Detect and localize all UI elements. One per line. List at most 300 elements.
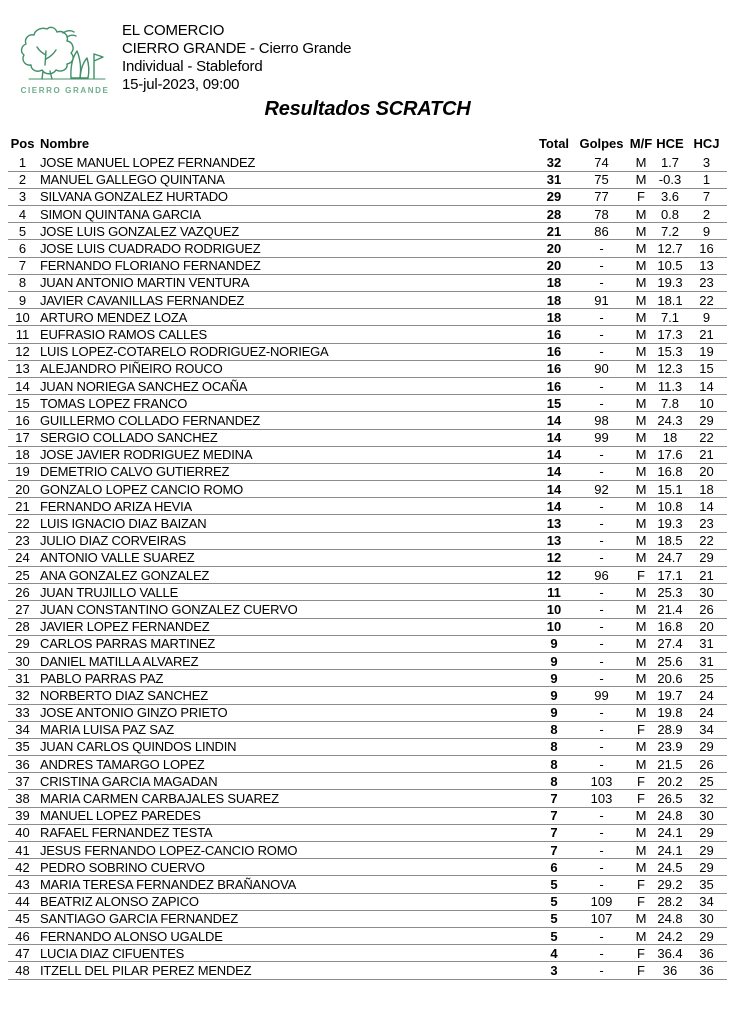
hce-cell: 10.5 [654,257,686,274]
position-cell: 41 [8,842,37,859]
player-row [8,567,727,584]
hce-cell: 7.8 [654,395,686,412]
gender-cell: M [628,343,654,360]
hcj-cell: 29 [686,824,727,841]
player-row [8,549,727,566]
column-header-golpes: Golpes [579,136,624,151]
golpes-cell: - [575,962,628,979]
player-name-cell: FERNANDO FLORIANO FERNANDEZ [37,257,533,274]
hcj-cell: 34 [686,721,727,738]
gender-cell: M [628,756,654,773]
gender-cell: M [628,274,654,291]
total-points-cell: 5 [533,927,575,944]
player-name-cell: JOSE LUIS CUADRADO RODRIGUEZ [37,240,533,257]
hcj-cell: 10 [686,395,727,412]
position-cell: 8 [8,274,37,291]
golpes-cell: - [575,498,628,515]
position-cell: 19 [8,463,37,480]
position-cell: 33 [8,704,37,721]
hcj-cell: 9 [686,309,727,326]
position-cell: 9 [8,292,37,309]
player-name-cell: PABLO PARRAS PAZ [37,670,533,687]
hce-cell: 12.3 [654,360,686,377]
total-points-cell: 14 [533,412,575,429]
position-cell: 24 [8,549,37,566]
hcj-cell: 29 [686,859,727,876]
player-row [8,652,727,669]
hcj-cell: 32 [686,790,727,807]
player-row [8,635,727,652]
gender-cell: M [628,223,654,240]
player-name-cell: ITZELL DEL PILAR PEREZ MENDEZ [37,962,533,979]
hce-cell: 18 [654,429,686,446]
gender-cell: M [628,463,654,480]
player-row [8,188,727,205]
total-points-cell: 5 [533,876,575,893]
player-name-cell: PEDRO SOBRINO CUERVO [37,859,533,876]
player-name-cell: MARIA CARMEN CARBAJALES SUAREZ [37,790,533,807]
logo-wordmark: CIERRO GRANDE [20,86,110,95]
golpes-cell: - [575,377,628,394]
golpes-cell: - [575,274,628,291]
hce-cell: 15.1 [654,481,686,498]
gender-cell: M [628,360,654,377]
golpes-cell: 98 [575,412,628,429]
player-row [8,257,727,274]
player-name-cell: SERGIO COLLADO SANCHEZ [37,429,533,446]
hce-cell: 24.8 [654,910,686,927]
total-points-cell: 3 [533,962,575,979]
hcj-cell: 25 [686,670,727,687]
total-points-cell: 4 [533,945,575,962]
hcj-cell: 15 [686,360,727,377]
position-cell: 21 [8,498,37,515]
player-name-cell: SIMON QUINTANA GARCIA [37,206,533,223]
position-cell: 11 [8,326,37,343]
gender-cell: F [628,790,654,807]
position-cell: 47 [8,945,37,962]
gender-cell: F [628,721,654,738]
gender-cell: M [628,549,654,566]
total-points-cell: 16 [533,343,575,360]
hce-cell: 23.9 [654,738,686,755]
player-name-cell: FERNANDO ARIZA HEVIA [37,498,533,515]
hce-cell: 17.1 [654,567,686,584]
total-points-cell: 11 [533,584,575,601]
golpes-cell: - [575,601,628,618]
player-name-cell: DANIEL MATILLA ALVAREZ [37,652,533,669]
position-cell: 23 [8,532,37,549]
gender-cell: M [628,670,654,687]
hce-cell: 19.7 [654,687,686,704]
total-points-cell: 12 [533,567,575,584]
column-header-hce: HCE [656,136,684,151]
hcj-cell: 29 [686,549,727,566]
hce-cell: 3.6 [654,188,686,205]
golpes-cell: - [575,704,628,721]
table-header-row [8,135,727,154]
player-name-cell: GONZALO LOPEZ CANCIO ROMO [37,481,533,498]
hcj-cell: 22 [686,292,727,309]
position-cell: 43 [8,876,37,893]
hce-cell: 21.4 [654,601,686,618]
club-logo [14,21,116,95]
gender-cell: M [628,326,654,343]
golpes-cell: - [575,532,628,549]
player-row [8,807,727,824]
hcj-cell: 29 [686,927,727,944]
gender-cell: M [628,859,654,876]
gender-cell: M [628,910,654,927]
gender-cell: M [628,601,654,618]
player-row [8,446,727,463]
gender-cell: F [628,876,654,893]
gender-cell: M [628,704,654,721]
player-row [8,377,727,394]
hcj-cell: 30 [686,807,727,824]
total-points-cell: 14 [533,446,575,463]
position-cell: 6 [8,240,37,257]
player-row [8,498,727,515]
golpes-cell: - [575,738,628,755]
position-cell: 10 [8,309,37,326]
player-row [8,910,727,927]
gender-cell: F [628,945,654,962]
position-cell: 37 [8,773,37,790]
gender-cell: M [628,257,654,274]
player-row [8,721,727,738]
player-row [8,773,727,790]
player-row [8,584,727,601]
position-cell: 35 [8,738,37,755]
player-row [8,704,727,721]
gender-cell: M [628,927,654,944]
report-header [0,0,735,95]
position-cell: 40 [8,824,37,841]
total-points-cell: 14 [533,463,575,480]
hce-cell: 24.2 [654,927,686,944]
player-name-cell: ARTURO MENDEZ LOZA [37,309,533,326]
player-row [8,343,727,360]
position-cell: 18 [8,446,37,463]
total-points-cell: 20 [533,240,575,257]
position-cell: 28 [8,618,37,635]
gender-cell: M [628,584,654,601]
position-cell: 26 [8,584,37,601]
position-cell: 5 [8,223,37,240]
hcj-cell: 22 [686,532,727,549]
gender-cell: M [628,292,654,309]
player-name-cell: BEATRIZ ALONSO ZAPICO [37,893,533,910]
hce-cell: 27.4 [654,635,686,652]
total-points-cell: 14 [533,498,575,515]
position-cell: 12 [8,343,37,360]
total-points-cell: 5 [533,910,575,927]
golpes-cell: - [575,240,628,257]
hcj-cell: 31 [686,652,727,669]
position-cell: 25 [8,567,37,584]
player-name-cell: JAVIER LOPEZ FERNANDEZ [37,618,533,635]
player-name-cell: JAVIER CAVANILLAS FERNANDEZ [37,292,533,309]
total-points-cell: 18 [533,274,575,291]
player-row [8,738,727,755]
player-row [8,240,727,257]
golpes-cell: - [575,876,628,893]
hce-cell: 25.3 [654,584,686,601]
hce-cell: 7.2 [654,223,686,240]
player-name-cell: JOSE MANUEL LOPEZ FERNANDEZ [37,154,533,171]
total-points-cell: 18 [533,309,575,326]
gender-cell: F [628,567,654,584]
hcj-cell: 20 [686,618,727,635]
hcj-cell: 13 [686,257,727,274]
player-row [8,154,727,171]
total-points-cell: 7 [533,824,575,841]
golpes-cell: 91 [575,292,628,309]
player-row [8,206,727,223]
player-row [8,395,727,412]
player-name-cell: JUAN ANTONIO MARTIN VENTURA [37,274,533,291]
format-line: Individual - Stableford [122,58,263,75]
total-points-cell: 29 [533,188,575,205]
total-points-cell: 14 [533,429,575,446]
gender-cell: M [628,206,654,223]
hce-cell: 1.7 [654,154,686,171]
hce-cell: 24.5 [654,859,686,876]
player-name-cell: LUCIA DIAZ CIFUENTES [37,945,533,962]
golpes-cell: - [575,618,628,635]
player-name-cell: JOSE JAVIER RODRIGUEZ MEDINA [37,446,533,463]
player-name-cell: GUILLERMO COLLADO FERNANDEZ [37,412,533,429]
golpes-cell: 78 [575,206,628,223]
golpes-cell: - [575,945,628,962]
player-row [8,326,727,343]
hce-cell: 19.3 [654,274,686,291]
hcj-cell: 23 [686,274,727,291]
player-name-cell: EUFRASIO RAMOS CALLES [37,326,533,343]
position-cell: 39 [8,807,37,824]
position-cell: 42 [8,859,37,876]
results-table [8,135,727,980]
tree-golf-icon [17,21,113,83]
hcj-cell: 7 [686,188,727,205]
golpes-cell: 109 [575,893,628,910]
position-cell: 30 [8,652,37,669]
golpes-cell: - [575,652,628,669]
hcj-cell: 29 [686,738,727,755]
player-name-cell: MANUEL GALLEGO QUINTANA [37,171,533,188]
column-header-pos: Pos [10,136,35,151]
player-row [8,360,727,377]
golpes-cell: - [575,446,628,463]
golpes-cell: 86 [575,223,628,240]
gender-cell: M [628,429,654,446]
player-name-cell: JOSE LUIS GONZALEZ VAZQUEZ [37,223,533,240]
hcj-cell: 3 [686,154,727,171]
golpes-cell: - [575,343,628,360]
golpes-cell: - [575,635,628,652]
golpes-cell: 74 [575,154,628,171]
hce-cell: 0.8 [654,206,686,223]
column-header-nombre: Nombre [40,136,90,151]
player-row [8,601,727,618]
player-name-cell: JUAN NORIEGA SANCHEZ OCAÑA [37,377,533,394]
position-cell: 48 [8,962,37,979]
total-points-cell: 16 [533,377,575,394]
gender-cell: M [628,412,654,429]
gender-cell: M [628,807,654,824]
player-name-cell: JUAN TRUJILLO VALLE [37,584,533,601]
player-name-cell: DEMETRIO CALVO GUTIERREZ [37,463,533,480]
golpes-cell: - [575,842,628,859]
gender-cell: M [628,618,654,635]
gender-cell: M [628,498,654,515]
hcj-cell: 14 [686,377,727,394]
gender-cell: F [628,188,654,205]
hcj-cell: 18 [686,481,727,498]
total-points-cell: 9 [533,670,575,687]
hcj-cell: 26 [686,756,727,773]
player-name-cell: JULIO DIAZ CORVEIRAS [37,532,533,549]
total-points-cell: 13 [533,532,575,549]
golpes-cell: 90 [575,360,628,377]
position-cell: 4 [8,206,37,223]
hce-cell: 12.7 [654,240,686,257]
hce-cell: 24.8 [654,807,686,824]
position-cell: 13 [8,360,37,377]
total-points-cell: 21 [533,223,575,240]
column-header-total: Total [538,136,570,151]
player-name-cell: SANTIAGO GARCIA FERNANDEZ [37,910,533,927]
hce-cell: 24.1 [654,842,686,859]
player-name-cell: JUAN CONSTANTINO GONZALEZ CUERVO [37,601,533,618]
golpes-cell: - [575,670,628,687]
hcj-cell: 21 [686,326,727,343]
golpes-cell: - [575,824,628,841]
hce-cell: 36.4 [654,945,686,962]
player-row [8,481,727,498]
player-row [8,515,727,532]
player-name-cell: ANDRES TAMARGO LOPEZ [37,756,533,773]
gender-cell: M [628,824,654,841]
golpes-cell: 99 [575,687,628,704]
hce-cell: 29.2 [654,876,686,893]
player-row [8,463,727,480]
gender-cell: M [628,515,654,532]
total-points-cell: 7 [533,842,575,859]
position-cell: 15 [8,395,37,412]
player-row [8,274,727,291]
hce-cell: 25.6 [654,652,686,669]
hce-cell: 28.2 [654,893,686,910]
gender-cell: M [628,154,654,171]
golpes-cell: 92 [575,481,628,498]
hce-cell: 18.1 [654,292,686,309]
club-course-line: CIERRO GRANDE - Cierro Grande [122,40,352,57]
position-cell: 16 [8,412,37,429]
gender-cell: M [628,652,654,669]
total-points-cell: 5 [533,893,575,910]
player-row [8,945,727,962]
page-title: Resultados SCRATCH [264,98,471,120]
gender-cell: M [628,481,654,498]
hcj-cell: 16 [686,240,727,257]
gender-cell: M [628,395,654,412]
golpes-cell: - [575,309,628,326]
player-row [8,859,727,876]
golpes-cell: 107 [575,910,628,927]
total-points-cell: 9 [533,687,575,704]
hcj-cell: 23 [686,515,727,532]
total-points-cell: 31 [533,171,575,188]
player-name-cell: MARIA TERESA FERNANDEZ BRAÑANOVA [37,876,533,893]
hce-cell: 20.2 [654,773,686,790]
position-cell: 3 [8,188,37,205]
gender-cell: M [628,687,654,704]
player-row [8,532,727,549]
hce-cell: 18.5 [654,532,686,549]
player-row [8,756,727,773]
total-points-cell: 9 [533,635,575,652]
player-row [8,687,727,704]
total-points-cell: 12 [533,549,575,566]
hce-cell: 36 [654,962,686,979]
position-cell: 20 [8,481,37,498]
total-points-cell: 13 [533,515,575,532]
golpes-cell: 103 [575,790,628,807]
hce-cell: 17.3 [654,326,686,343]
player-name-cell: CRISTINA GARCIA MAGADAN [37,773,533,790]
hce-cell: 10.8 [654,498,686,515]
total-points-cell: 9 [533,652,575,669]
golpes-cell: 99 [575,429,628,446]
position-cell: 38 [8,790,37,807]
golpes-cell: - [575,756,628,773]
player-name-cell: NORBERTO DIAZ SANCHEZ [37,687,533,704]
gender-cell: M [628,532,654,549]
player-name-cell: ANA GONZALEZ GONZALEZ [37,567,533,584]
player-name-cell: SILVANA GONZALEZ HURTADO [37,188,533,205]
hcj-cell: 21 [686,446,727,463]
hce-cell: 24.7 [654,549,686,566]
total-points-cell: 10 [533,618,575,635]
total-points-cell: 15 [533,395,575,412]
gender-cell: M [628,171,654,188]
total-points-cell: 32 [533,154,575,171]
total-points-cell: 6 [533,859,575,876]
hcj-cell: 1 [686,171,727,188]
hcj-cell: 19 [686,343,727,360]
hcj-cell: 30 [686,584,727,601]
date-time-line: 15-jul-2023, 09:00 [122,76,240,93]
golpes-cell: 96 [575,567,628,584]
player-row [8,171,727,188]
hce-cell: 15.3 [654,343,686,360]
player-row [8,412,727,429]
total-points-cell: 8 [533,738,575,755]
hce-cell: 16.8 [654,618,686,635]
player-name-cell: CARLOS PARRAS MARTINEZ [37,635,533,652]
player-row [8,824,727,841]
column-header-mf: M/F [629,136,653,151]
player-name-cell: JESUS FERNANDO LOPEZ-CANCIO ROMO [37,842,533,859]
hce-cell: 17.6 [654,446,686,463]
hcj-cell: 35 [686,876,727,893]
hce-cell: 16.8 [654,463,686,480]
player-row [8,223,727,240]
hcj-cell: 36 [686,962,727,979]
total-points-cell: 9 [533,704,575,721]
